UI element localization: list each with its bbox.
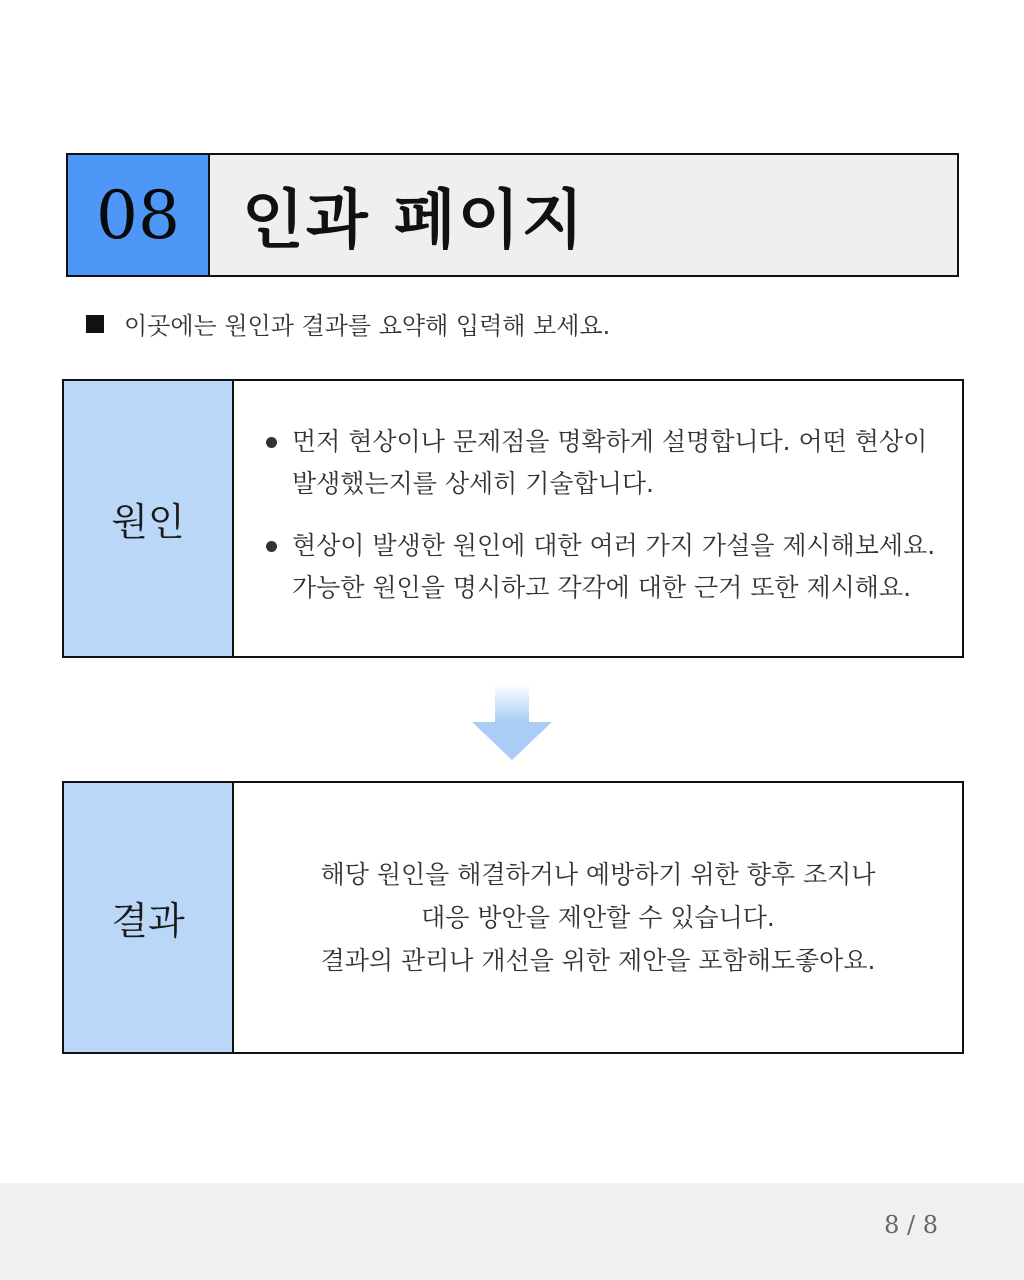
list-item	[262, 421, 942, 505]
subtitle	[86, 306, 610, 341]
page-title: 인과 페이지	[242, 184, 586, 258]
result-panel	[62, 781, 964, 1054]
result-body	[234, 783, 962, 1052]
arrow-down-icon	[472, 684, 552, 760]
title-box	[66, 153, 959, 277]
footer-bar	[0, 1183, 1024, 1280]
result-line: 대응 방안을 제안할 수 있습니다.	[421, 903, 775, 932]
square-bullet-icon	[86, 315, 104, 333]
cause-bullet-list	[234, 381, 962, 609]
bullet-dot-icon	[266, 541, 277, 552]
result-line: 결과의 관리나 개선을 위한 제안을 포함해도좋아요.	[320, 946, 876, 975]
cause-body	[234, 381, 962, 656]
bullet-line: 발생했는지를 상세히 기술합니다.	[292, 469, 654, 498]
bullet-line: 현상이 발생한 원인에 대한 여러 가지 가설을 제시해보세요.	[292, 531, 936, 560]
bullet-line: 먼저 현상이나 문제점을 명확하게 설명합니다. 어떤 현상이	[292, 427, 928, 456]
subtitle-text: 이곳에는 원인과 결과를 요약해 입력해 보세요.	[124, 312, 611, 340]
section-number: 08	[68, 155, 210, 275]
cause-panel	[62, 379, 964, 658]
cause-label: 원인	[64, 381, 234, 656]
bullet-dot-icon	[266, 437, 277, 448]
list-item	[262, 525, 942, 609]
bullet-line: 가능한 원인을 명시하고 각각에 대한 근거 또한 제시해요.	[292, 573, 912, 602]
result-label: 결과	[64, 783, 234, 1052]
result-line: 해당 원인을 해결하거나 예방하기 위한 향후 조지나	[320, 860, 876, 889]
page-number: 8 / 8	[884, 1211, 938, 1239]
